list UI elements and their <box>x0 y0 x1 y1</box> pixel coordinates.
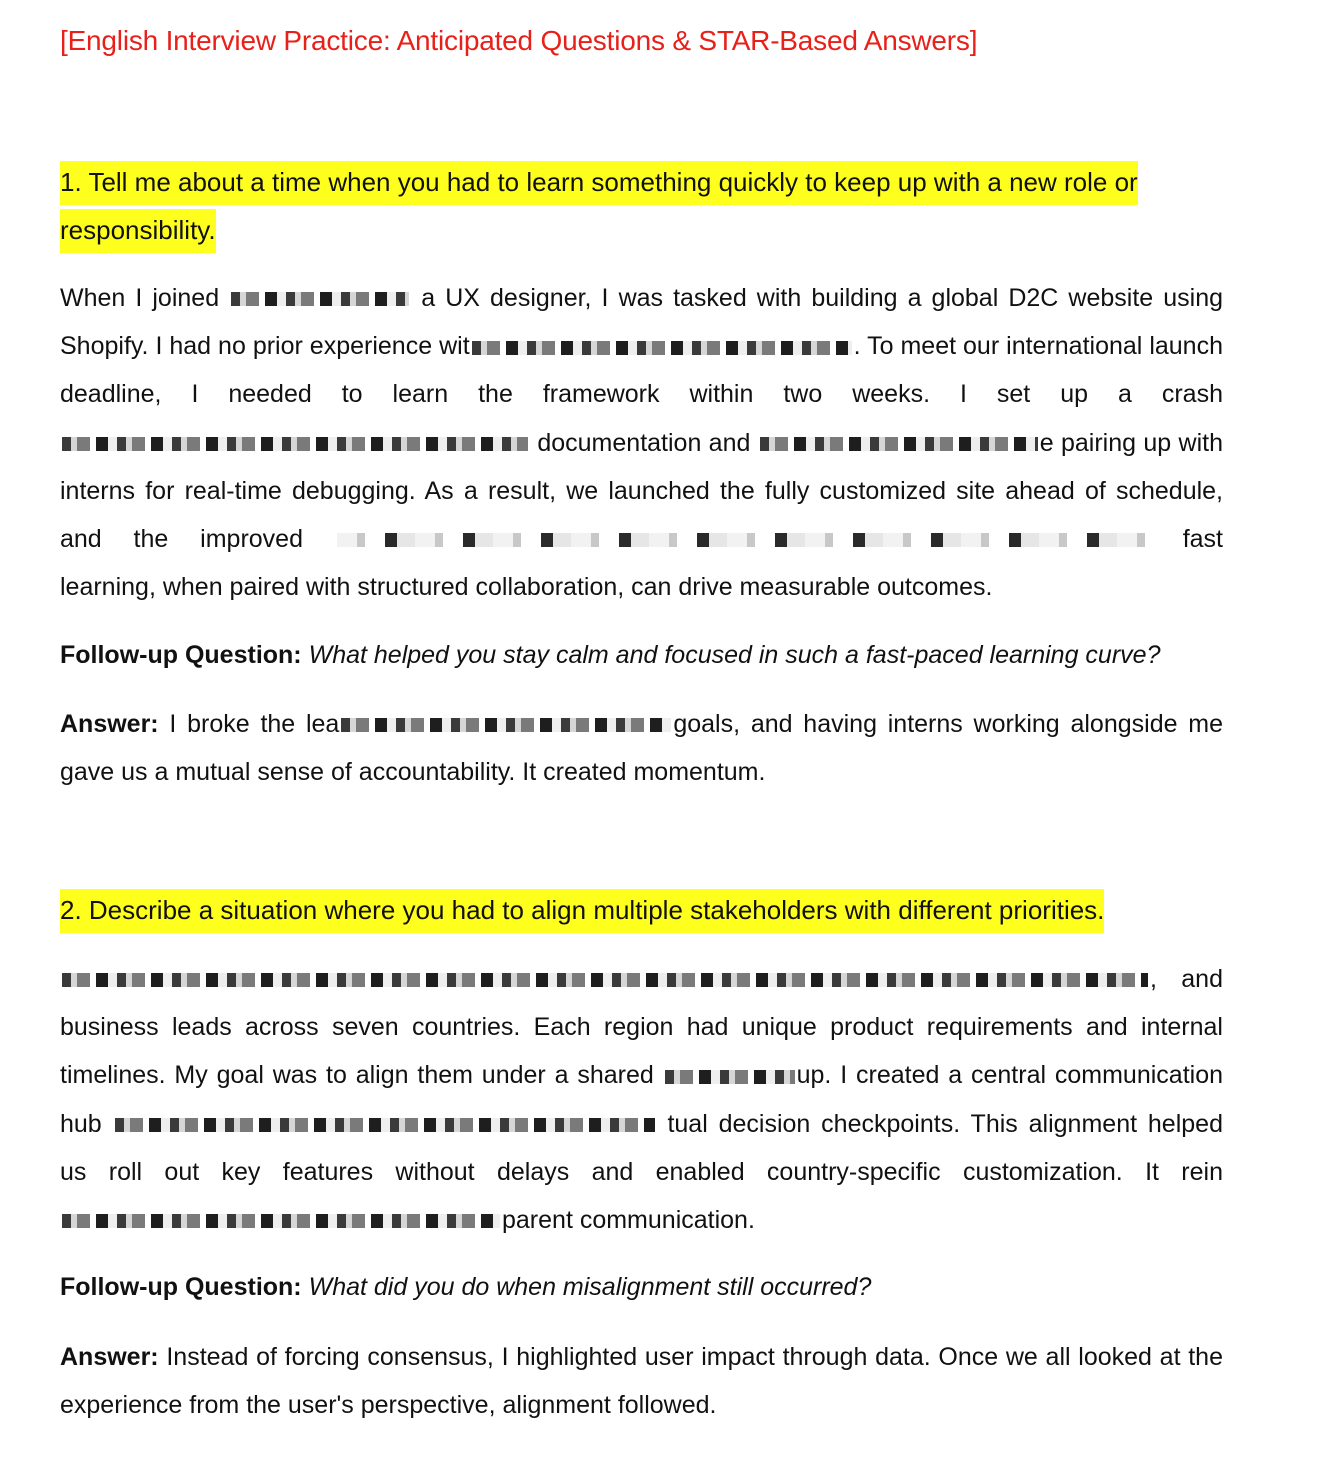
answer-1-segment: a UX designer, I was tasked with building a global D2C website using Shopify. I had no prior experience wit <box>60 284 1224 361</box>
redacted-block <box>62 437 528 451</box>
redacted-block <box>231 292 409 306</box>
redacted-block <box>337 533 1149 547</box>
followup-label: Follow-up Question: <box>60 641 302 669</box>
answer-2-segment: parent communication. <box>502 1206 755 1235</box>
answer-1-paragraph <box>60 274 1223 611</box>
answer-1-segment: fast learning, when paired with structured collaboration, can drive measurable outcomes. <box>60 525 1223 602</box>
question-2-text: 2. Describe a situation where you had to align multiple stakeholders with different priorities. <box>60 889 1104 933</box>
answer-2-segment: , and business leads across seven countries. Each region had unique product requirements and internal timelines. My goal was to align them under a shared <box>60 965 1223 1090</box>
followup-1 <box>60 631 1223 679</box>
redacted-block <box>760 437 1038 451</box>
redacted-block <box>665 1070 795 1084</box>
answer-1-segment: . To meet our international launch deadline, I needed to learn the framework within two weeks. I set up a crash <box>60 332 1223 409</box>
followup-1-question: What helped you stay calm and focused in such a fast-paced learning curve? <box>308 641 1161 669</box>
answer-1-segment: e pairing up with interns for real-time debugging. As a result, we launched the fully customized site ahead of schedule, and the improved <box>60 428 1223 554</box>
answer-2-segment: tual decision checkpoints. This alignment helped us roll out key features without delays and enabled country-specific customization. It rein <box>60 1109 1223 1186</box>
redacted-block <box>62 973 1148 987</box>
answer-1-segment: When I joined <box>60 284 220 312</box>
question-2-heading <box>60 886 1223 934</box>
redacted-block <box>472 341 852 355</box>
answer-label: Answer: <box>60 710 159 738</box>
answer-1-segment: documentation and <box>537 428 751 457</box>
followup-1-answer-segment: goals, and having interns working alongside me gave us a mutual sense of accountability. It created momentum. <box>60 710 1224 787</box>
followup-2-answer <box>60 1333 1223 1429</box>
followup-label: Follow-up Question: <box>60 1273 302 1301</box>
redacted-block <box>115 1118 655 1132</box>
answer-label: Answer: <box>60 1343 159 1371</box>
followup-2-question: What did you do when misalignment still occurred? <box>308 1273 872 1301</box>
answer-2-paragraph <box>60 955 1223 1244</box>
followup-1-answer-segment: I broke the lea <box>169 710 340 738</box>
question-1-text: 1. Tell me about a time when you had to learn something quickly to keep up with a new role or responsibility. <box>60 161 1138 253</box>
document-title: [English Interview Practice: Anticipated Questions & STAR-Based Answers] <box>60 25 978 56</box>
followup-2-answer-text: Instead of forcing consensus, I highlighted user impact through data. Once we all looked at the experience from the user's perspective, alignment followed. <box>60 1343 1223 1420</box>
answer-2-segment: up. I created a central communication hub <box>60 1061 1223 1138</box>
redacted-block <box>62 1214 500 1228</box>
redacted-block <box>341 718 671 732</box>
followup-2 <box>60 1263 1223 1311</box>
followup-1-answer <box>60 700 1223 796</box>
question-1-heading <box>60 158 1223 254</box>
